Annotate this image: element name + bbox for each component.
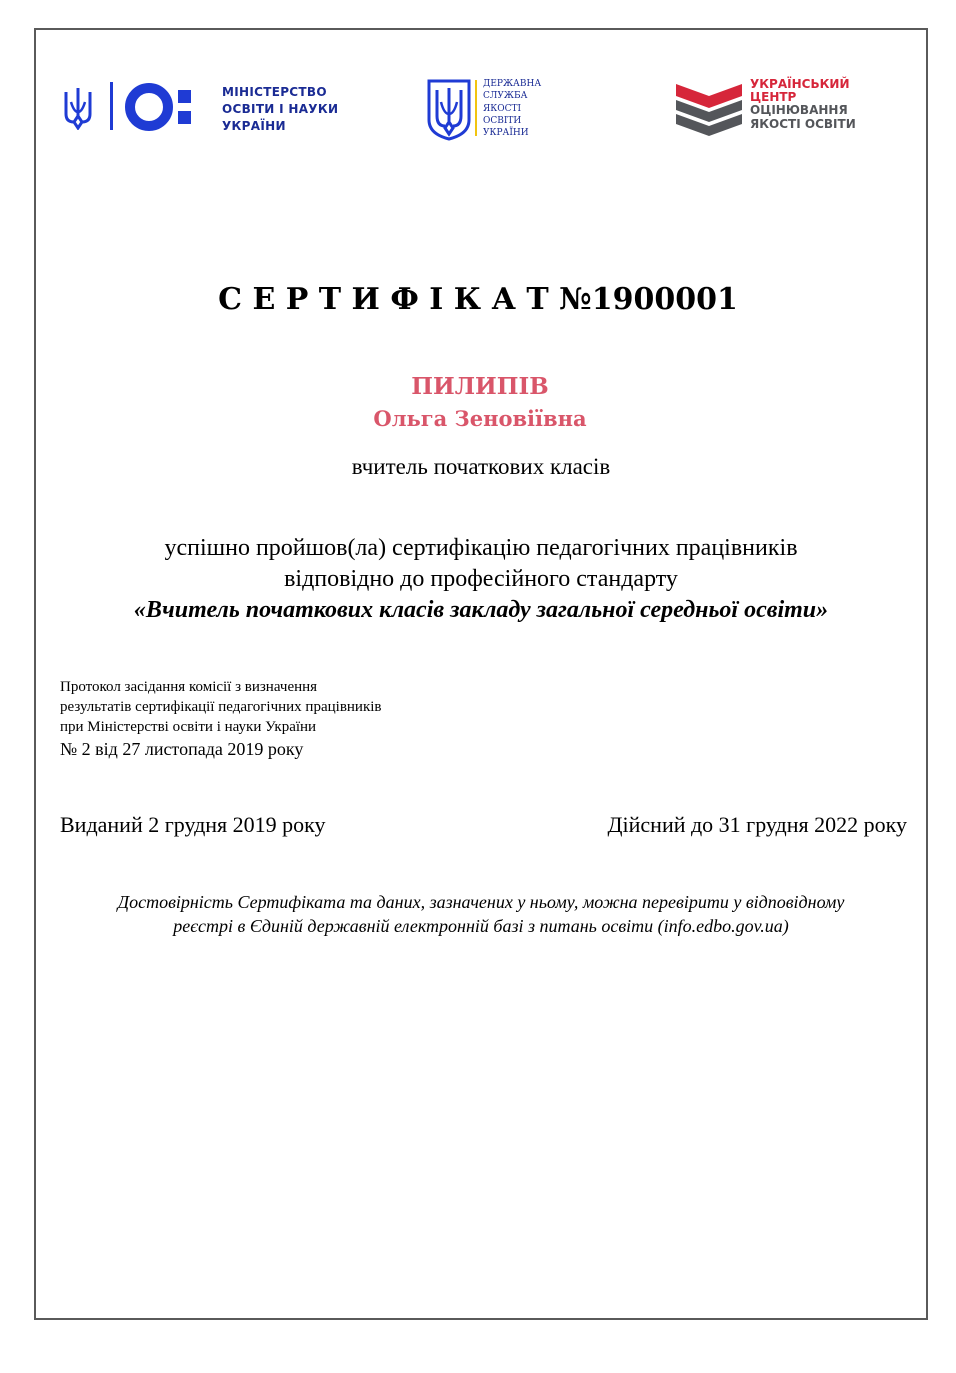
verification-note xyxy=(0,890,956,938)
ucoyo-line-4: ЯКОСТІ ОСВІТИ xyxy=(750,116,856,131)
qs-line-3: ЯКОСТІ xyxy=(483,103,522,114)
holder-position: вчитель початкових класів xyxy=(351,454,611,479)
statement-line-2: відповідно до професійного стандарту xyxy=(284,566,678,592)
holder-given-names: Ольга Зеновіївна xyxy=(373,406,587,431)
ucoyo-name xyxy=(750,78,890,131)
protocol-line-2: результатів сертифікації педагогічних працівників xyxy=(60,699,382,715)
certificate-title: С Е Р Т И Ф І К А Т №1900001 xyxy=(218,282,738,317)
qs-line-2: СЛУЖБА xyxy=(483,91,528,102)
protocol-line-1: Протокол засідання комісії з визначення xyxy=(60,679,318,695)
valid-until-date: Дійсний до 31 грудня 2022 року xyxy=(607,812,907,837)
ucoyo-line-2: ЦЕНТР xyxy=(750,90,797,105)
mon-emblem-icon xyxy=(124,82,214,132)
ministry-line-1: МІНІСТЕРСТВО xyxy=(222,85,327,99)
statement-line-1: успішно пройшов(ла) сертифікацію педагогічних працівників xyxy=(164,535,798,561)
ministry-line-3: УКРАЇНИ xyxy=(222,119,286,133)
ucoyo-line-3: ОЦІНЮВАННЯ xyxy=(750,103,848,118)
ministry-logo xyxy=(60,78,350,140)
certificate-border xyxy=(34,28,928,1320)
ministry-line-2: ОСВІТИ І НАУКИ xyxy=(222,102,339,116)
protocol-line-4: № 2 від 27 листопада 2019 року xyxy=(60,739,304,759)
qs-line-1: ДЕРЖАВНА xyxy=(483,79,542,89)
logo-header xyxy=(0,0,956,160)
qs-line-4: ОСВІТИ xyxy=(483,115,522,126)
verification-line-2: реєстрі в Єдиній державній електронній базі з питань освіти (info.edbo.gov.ua) xyxy=(173,916,789,936)
tryzub-icon xyxy=(62,86,94,130)
holder-surname: ПИЛИПІВ xyxy=(411,373,549,400)
ucoyo-logo xyxy=(672,76,882,144)
qs-line-5: УКРАЇНИ xyxy=(483,128,529,139)
issue-date: Виданий 2 грудня 2019 року xyxy=(60,812,326,837)
open-book-icon xyxy=(672,76,746,142)
certification-statement xyxy=(0,533,956,626)
ucoyo-line-1: УКРАЇНСЬКИЙ xyxy=(750,77,850,91)
protocol-reference xyxy=(60,677,480,761)
logo-separator xyxy=(110,82,113,130)
ministry-name xyxy=(222,84,362,135)
protocol-line-3: при Міністерстві освіти і науки України xyxy=(60,719,317,735)
quality-service-name xyxy=(483,78,553,139)
coat-of-arms-icon xyxy=(426,78,472,142)
accent-bar xyxy=(475,80,477,136)
professional-standard: «Вчитель початкових класів закладу загальної середньої освіти» xyxy=(133,597,829,623)
quality-service-logo xyxy=(426,76,546,142)
verification-line-1: Достовірність Сертифіката та даних, зазначених у ньому, можна перевірити у відповідному xyxy=(117,892,845,912)
